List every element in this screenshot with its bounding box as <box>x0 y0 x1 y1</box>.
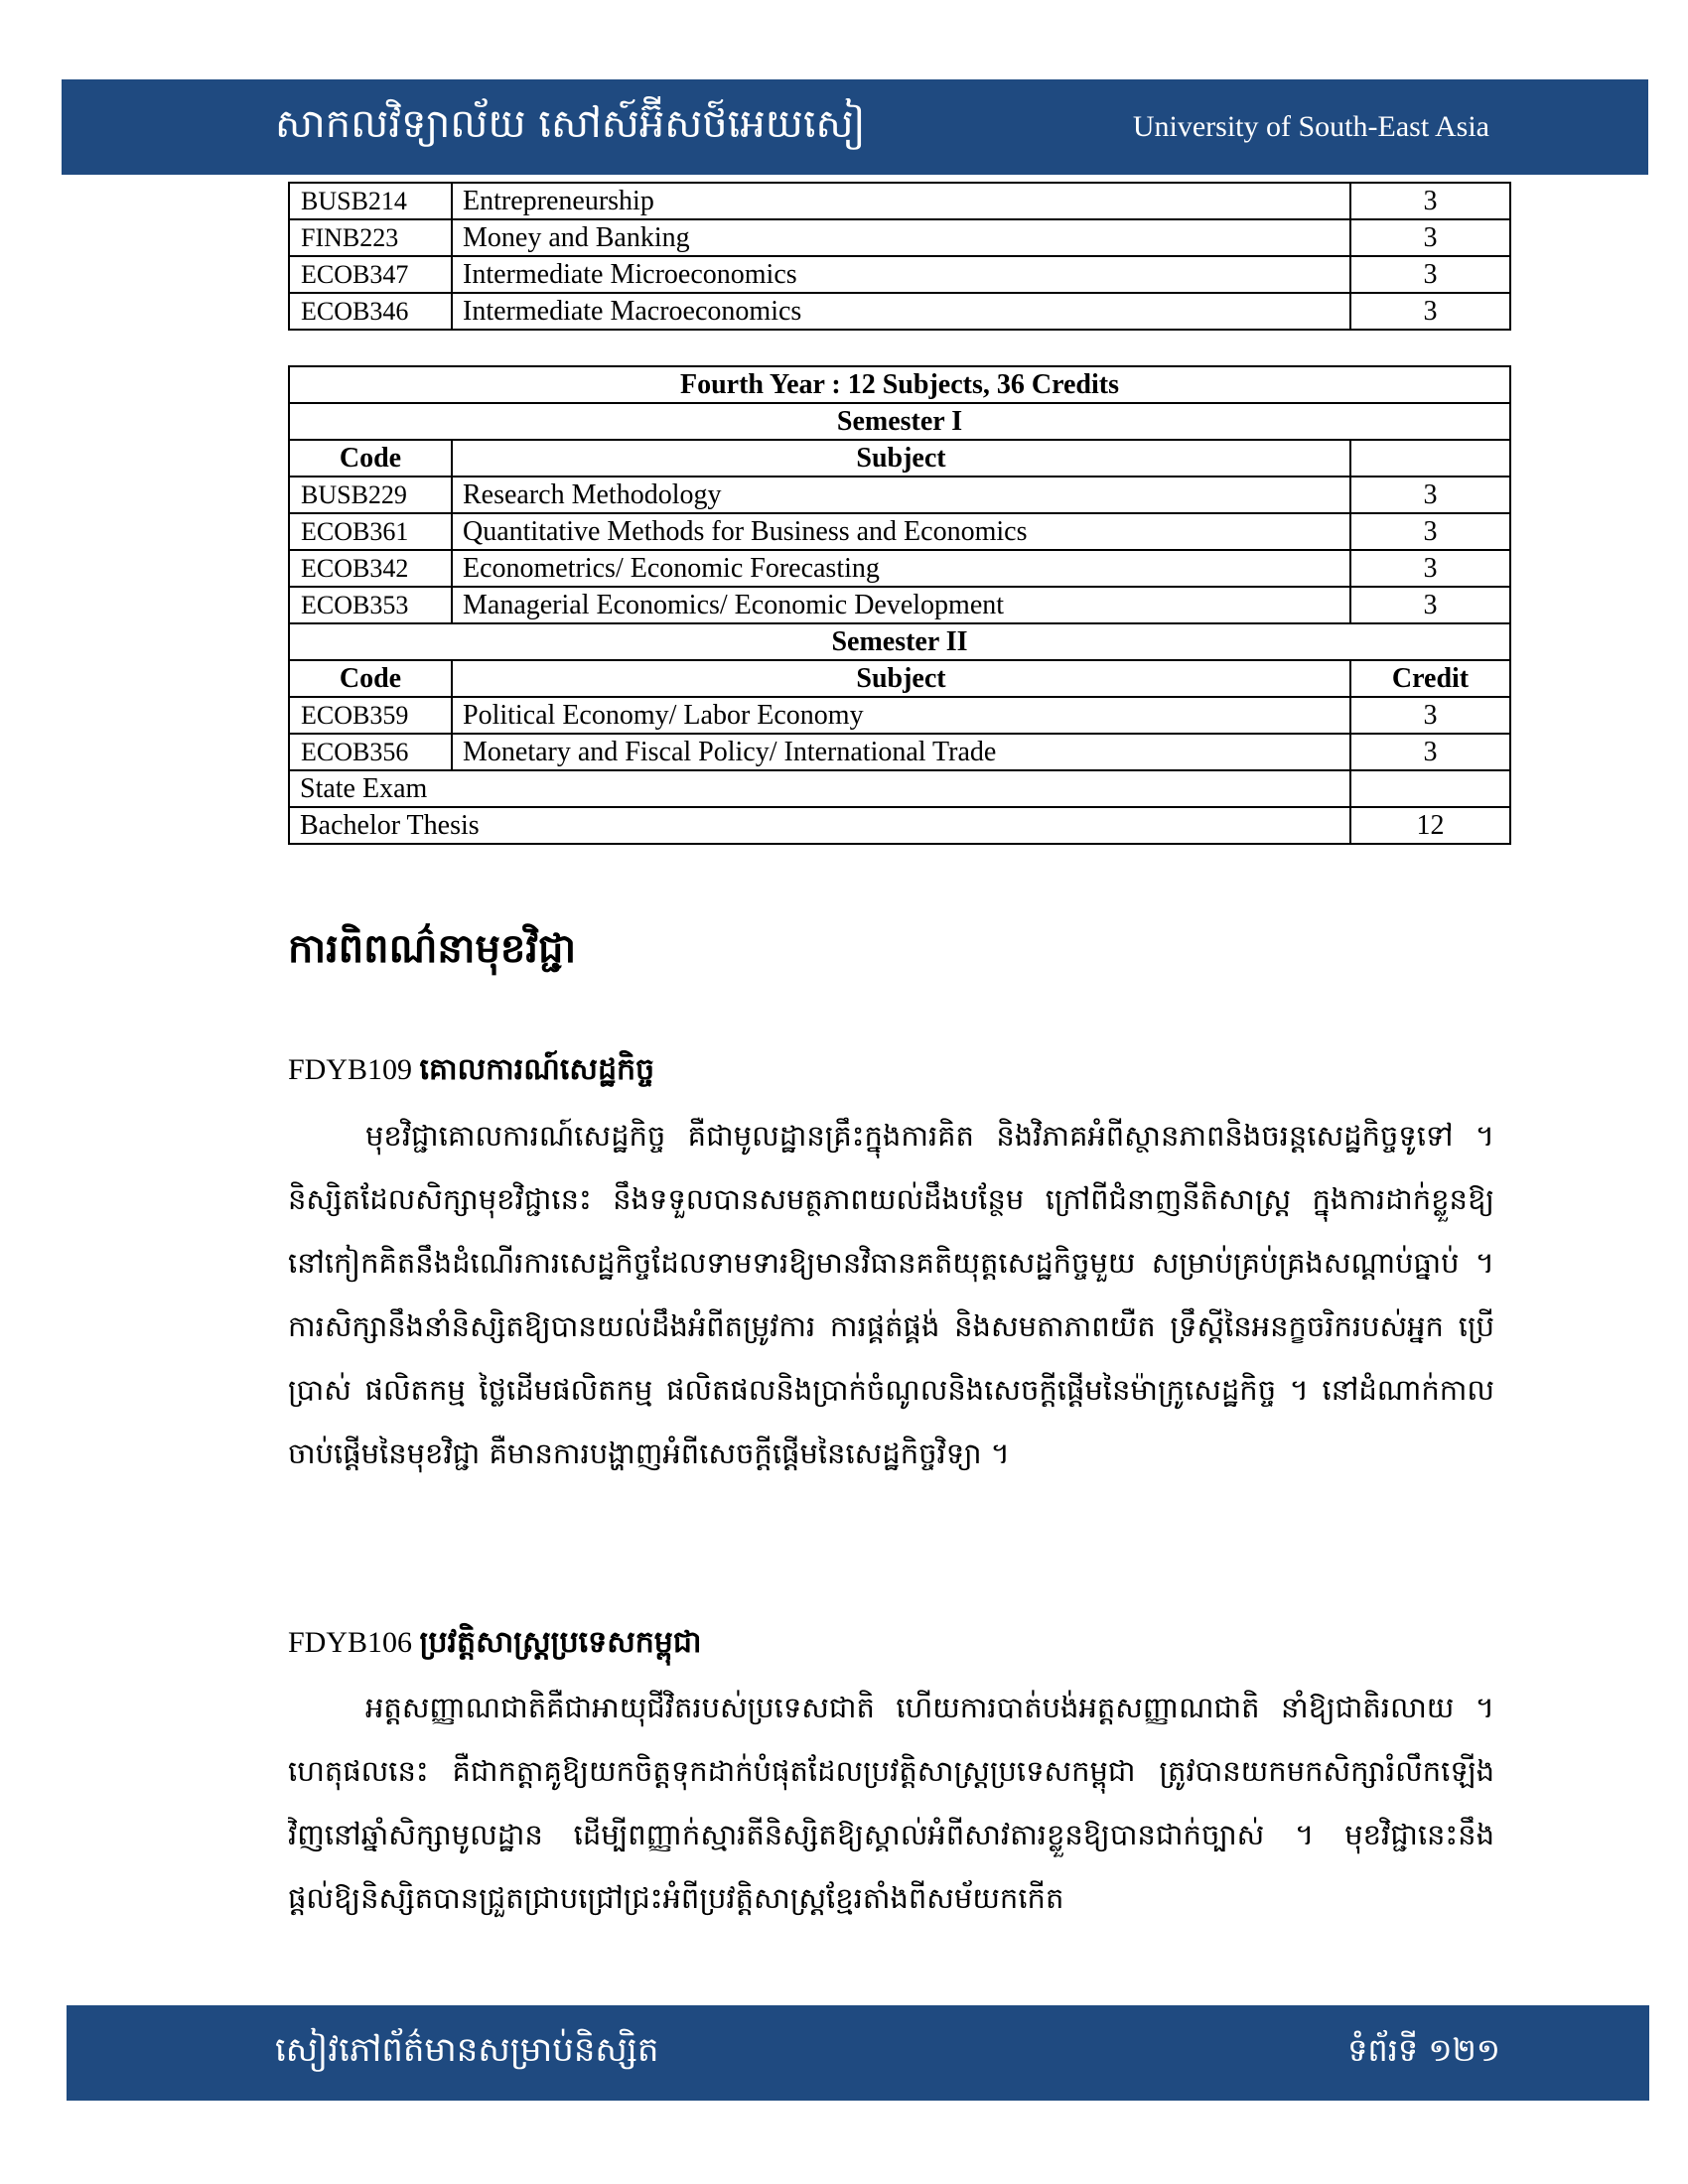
table-row <box>289 587 1510 623</box>
col-credit-header-empty <box>1350 440 1510 477</box>
page-header <box>62 79 1648 175</box>
state-exam-row <box>289 770 1510 807</box>
state-exam-label: State Exam <box>289 770 1350 807</box>
course-credit: 3 <box>1350 477 1510 513</box>
course-credit: 3 <box>1350 293 1510 330</box>
col-code-header: Code <box>289 440 452 477</box>
course-heading-code: FDYB106 <box>288 1626 413 1659</box>
course-credit: 3 <box>1350 550 1510 587</box>
col-subject-header: Subject <box>452 660 1350 697</box>
course-code: BUSB229 <box>289 477 452 513</box>
course-code: ECOB347 <box>289 256 452 293</box>
course-subject: Political Economy/ Labor Economy <box>452 697 1350 734</box>
course-subject: Quantitative Methods for Business and Economics <box>452 513 1350 550</box>
col-subject-header: Subject <box>452 440 1350 477</box>
table-heading-row <box>289 366 1510 403</box>
course-credit: 3 <box>1350 219 1510 256</box>
semester-row <box>289 623 1510 660</box>
fourth-year-table <box>288 365 1511 845</box>
column-header-row <box>289 440 1510 477</box>
course-heading-title: ប្រវត្តិសាស្ត្រប្រទេសកម្ពុជា <box>419 1625 702 1660</box>
table-row <box>289 219 1510 256</box>
course-code: ECOB346 <box>289 293 452 330</box>
course-subject: Intermediate Microeconomics <box>452 256 1350 293</box>
column-header-row <box>289 660 1510 697</box>
header-english-title: University of South-East Asia <box>1132 110 1489 143</box>
course-credit: 3 <box>1350 256 1510 293</box>
thesis-credit: 12 <box>1350 807 1510 844</box>
table-row <box>289 697 1510 734</box>
semester-1-label: Semester I <box>289 403 1510 440</box>
page-footer <box>67 2005 1649 2101</box>
course-credit: 3 <box>1350 513 1510 550</box>
semester-2-label: Semester II <box>289 623 1510 660</box>
course-credit: 3 <box>1350 734 1510 770</box>
table-row <box>289 183 1510 219</box>
course-credit: 3 <box>1350 183 1510 219</box>
course-subject: Research Methodology <box>452 477 1350 513</box>
col-credit-header: Credit <box>1350 660 1510 697</box>
table-row <box>289 550 1510 587</box>
thesis-row <box>289 807 1510 844</box>
semester-row <box>289 403 1510 440</box>
course-description: អត្តសញ្ញាណជាតិគឺជាអាយុជីវិតរបស់ប្រទេសជាតិ ហើយការបាត់បង់អត្តសញ្ញាណជាតិ នាំឱ្យជាតិរលាយ ។ ហេតុផលនេះ គឺជាកត្តាគូឱ្យយកចិត្តទុកដាក់បំផុតដែលប្រវត្តិសាស្ត្រប្រទេសកម្ពុជា ត្រូវបានយកមកសិក្សារំលឹកឡើងវិញនៅឆ្នាំសិក្សាមូលដ្ឋាន ដើម្បីពញ្ញាក់ស្មារតីនិស្សិតឱ្យស្គាល់អំពីសាវតារខ្លួនឱ្យបានជាក់ច្បាស់ ។ មុខវិជ្ជានេះនឹងផ្តល់ឱ្យនិស្សិតបានជ្រួតជ្រាបជ្រៅជ្រះអំពីប្រវត្តិសាស្ត្រខ្មែរតាំងពីសម័យកកើត <box>288 1691 1494 1915</box>
course-heading-title: គោលការណ៍សេដ្ឋកិច្ច <box>419 1052 655 1087</box>
course-code: BUSB214 <box>289 183 452 219</box>
table-row <box>289 734 1510 770</box>
third-year-table-continued <box>288 182 1511 331</box>
course-heading <box>288 1623 701 1667</box>
table-row <box>289 513 1510 550</box>
course-code: ECOB342 <box>289 550 452 587</box>
course-code: FINB223 <box>289 219 452 256</box>
course-subject: Entrepreneurship <box>452 183 1350 219</box>
course-credit: 3 <box>1350 697 1510 734</box>
course-description-heading: ការពិពណ៌នាមុខវិជ្ជា <box>288 926 577 972</box>
thesis-label: Bachelor Thesis <box>289 807 1350 844</box>
course-heading <box>288 1050 654 1094</box>
state-exam-credit <box>1350 770 1510 807</box>
fourth-year-heading: Fourth Year : 12 Subjects, 36 Credits <box>289 366 1510 403</box>
course-subject: Managerial Economics/ Economic Development <box>452 587 1350 623</box>
table-row <box>289 256 1510 293</box>
table-row <box>289 293 1510 330</box>
course-credit: 3 <box>1350 587 1510 623</box>
page-number: ទំព័រទី ១២១ <box>1347 2030 1500 2069</box>
course-heading-code: FDYB109 <box>288 1053 413 1086</box>
course-code: ECOB356 <box>289 734 452 770</box>
footer-khmer-title: សៀវភៅព័ត៌មានសម្រាប់និស្សិត <box>275 2030 659 2070</box>
course-code: ECOB361 <box>289 513 452 550</box>
course-subject: Money and Banking <box>452 219 1350 256</box>
table-row <box>289 477 1510 513</box>
col-code-header: Code <box>289 660 452 697</box>
course-subject: Econometrics/ Economic Forecasting <box>452 550 1350 587</box>
course-subject: Monetary and Fiscal Policy/ International Trade <box>452 734 1350 770</box>
course-code: ECOB359 <box>289 697 452 734</box>
header-khmer-title: សាកលវិទ្យាល័យ សៅស៍អ៊ីសថ៍អេយសៀ <box>275 100 866 147</box>
course-subject: Intermediate Macroeconomics <box>452 293 1350 330</box>
course-code: ECOB353 <box>289 587 452 623</box>
course-description: មុខវិជ្ជាគោលការណ៍សេដ្ឋកិច្ច គឺជាមូលដ្ឋានគ្រឹះក្នុងការគិត និងវិភាគអំពីស្ថានភាពនិងចរន្តសេដ្ឋកិច្ចទូទៅ ។ និស្សិតដែលសិក្សាមុខវិជ្ជានេះ នឹងទទួលបានសមត្ថភាពយល់ដឹងបន្ថែម ក្រៅពីជំនាញនីតិសាស្ត្រ ក្នុងការដាក់ខ្លួនឱ្យនៅកៀកគិតនឹងដំណើរការសេដ្ឋកិច្ចដែលទាមទារឱ្យមានវិធានគតិយុត្តសេដ្ឋកិច្ចមួយ សម្រាប់គ្រប់គ្រងសណ្តាប់ធ្នាប់ ។ ការសិក្សានឹងនាំនិស្សិតឱ្យបានយល់ដឹងអំពីតម្រូវការ ការផ្គត់ផ្គង់ និងសមតាភាពយឺត ទ្រឹស្តីនៃអនក្ខចរិករបស់អ្នក ប្រើប្រាស់ ផលិតកម្ម ថ្លៃដើមផលិតកម្ម ផលិតផលនិងប្រាក់ចំណូលនិងសេចក្តីផ្តើមនៃម៉ាក្រូសេដ្ឋកិច្ច ។ នៅដំណាក់កាលចាប់ផ្តើមនៃមុខវិជ្ជា គឺមានការបង្ហាញអំពីសេចក្តីផ្តើមនៃសេដ្ឋកិច្ចវិទ្យា ។ <box>288 1119 1494 1470</box>
